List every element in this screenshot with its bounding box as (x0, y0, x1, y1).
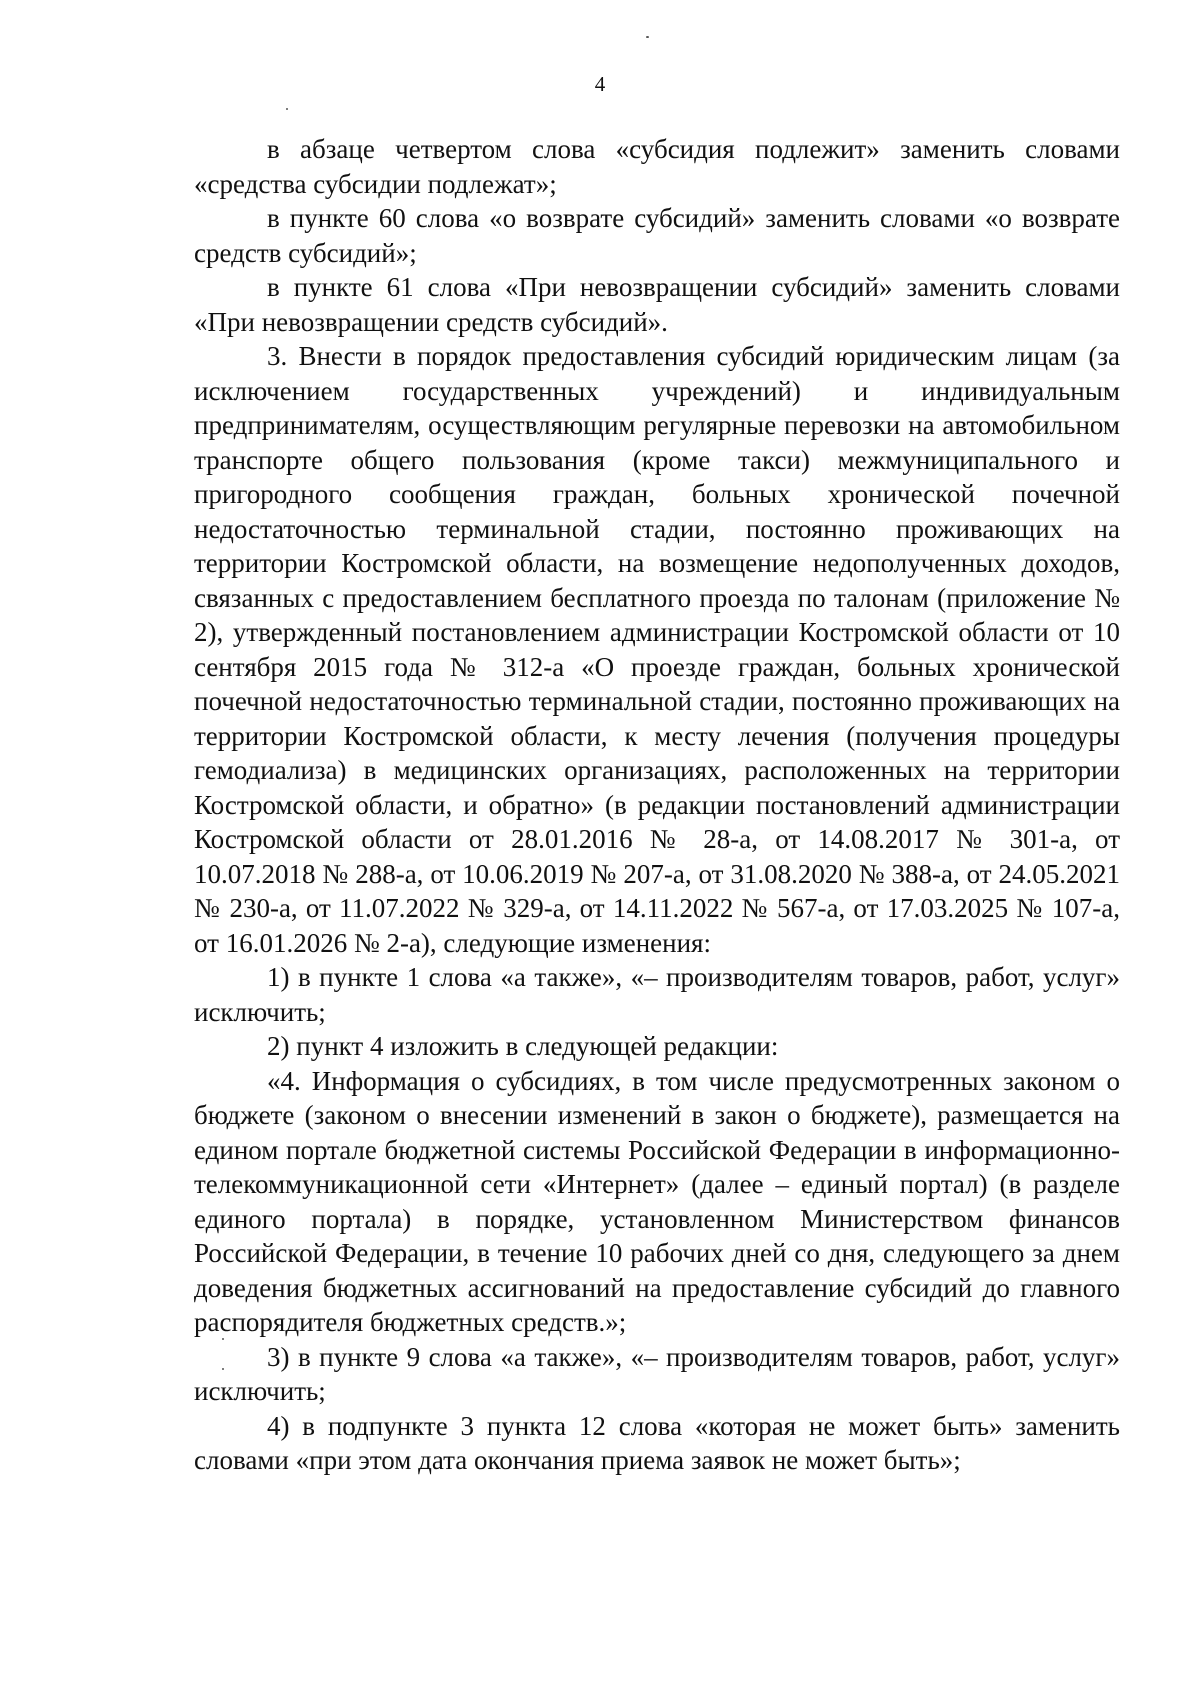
page-number: 4 (594, 72, 606, 96)
paragraph-2: в пункте 60 слова «о возврате субсидий» заменить словами «о возврате средств субсидий»; (194, 203, 1120, 268)
paragraph-7: «4. Информация о субсидиях, в том числе предусмотренных законом о бюджете (законом о внесении изменений в закон о бюджете), размещается на едином портале бюджетной системы Российской Федерации в информационно-телекоммуникационной сети «Интернет» (далее – единый портал) (в разделе единого портала) в порядке, установленном Министерством финансов Российской Федерации, в течение 10 рабочих дней со дня, следующего за днем доведения бюджетных ассигнований на предоставление субсидий до главного распорядителя бюджетных средств.»; (194, 1065, 1120, 1337)
document-body (194, 132, 1120, 1478)
paragraph-8: 3) в пункте 9 слова «а также», «– производителям товаров, работ, услуг» исключить; (194, 1341, 1120, 1406)
scan-speck (646, 36, 649, 38)
paragraph-4: 3. Внести в порядок предоставления субсидий юридическим лицам (за исключением государственных учреждений) и индивидуальным предпринимателям, осуществляющим регулярные перевозки на автомобильном транспорте общего пользования (кроме такси) межмуниципального и пригородного сообщения граждан, больных хронической почечной недостаточностью терминальной стадии, постоянно проживающих на территории Костромской области, на возмещение недополученных доходов, связанных с предоставлением бесплатного проезда по талонам (приложение № 2), утвержденный постановлением администрации Костромской области от 10 сентября 2015 года № 312-а «О проезде граждан, больных хронической почечной недостаточностью терминальной стадии, постоянно проживающих на территории Костромской области, к месту лечения (получения процедуры гемодиализа) в медицинских организациях, расположенных на территории Костромской области, и обратно» (в редакции постановлений администрации Костромской области от 28.01.2016 № 28-а, от 14.08.2017 № 301-а, от 10.07.2018 № 288-а, от 10.06.2019 № 207-а, от 31.08.2020 № 388-а, от 24.05.2021 № 230-а, от 11.07.2022 № 329-а, от 14.11.2022 № 567-а, от 17.03.2025 № 107-а, от 16.01.2026 № 2-а), следующие изменения: (194, 341, 1120, 958)
paragraph-3: в пункте 61 слова «При невозвращении субсидий» заменить словами «При невозвращении средств субсидий». (194, 272, 1120, 337)
paragraph-1: в абзаце четвертом слова «субсидия подлежит» заменить словами «средства субсидии подлежат»; (194, 134, 1120, 199)
scan-speck (222, 1338, 224, 1340)
scan-speck (286, 108, 288, 110)
scan-speck (222, 1368, 224, 1370)
paragraph-9: 4) в подпункте 3 пункта 12 слова «которая не может быть» заменить словами «при этом дата окончания приема заявок не может быть»; (194, 1410, 1120, 1475)
paragraph-5: 1) в пункте 1 слова «а также», «– производителям товаров, работ, услуг» исключить; (194, 962, 1120, 1027)
paragraph-6: 2) пункт 4 изложить в следующей редакции: (267, 1031, 779, 1061)
